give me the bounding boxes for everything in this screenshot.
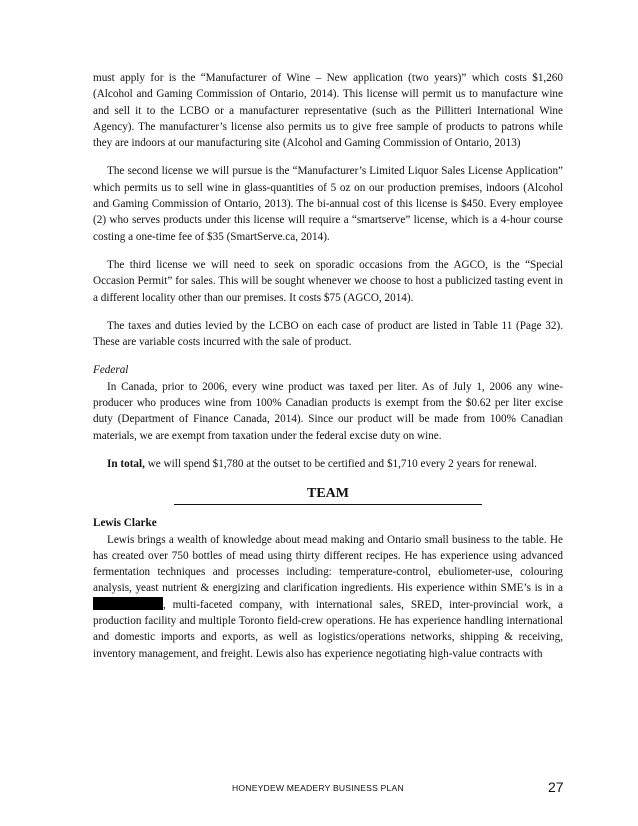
redaction-bar (93, 597, 163, 610)
page-number: 27 (548, 779, 564, 795)
total-label: In total, (107, 457, 145, 470)
total-text: we will spend $1,780 at the outset to be certified and $1,710 every 2 years for renewal. (144, 457, 537, 470)
paragraph-taxes-duties: The taxes and duties levied by the LCBO on each case of product are listed in Table 11 (Page 32). These are variable costs incurred with the sale of product. (93, 319, 563, 349)
paragraph-third-license: The third license we will need to seek on sporadic occasions from the AGCO, is the “Special Occasion Permit” for sales. This will be sought whenever we choose to host a publicized tasting event in a different locality other than our premises. It costs $75 (AGCO, 2014). (93, 258, 563, 304)
bio-text-2: , multi-faceted company, with international sales, SRED, inter-provincial work, a production facility and multiple Toronto field-crew operations. He has experience handling international and domestic imports and exports, as well as logistics/operations networks, shipping & receiving, inventory management, and freight. Lewis also has experience negotiating high-value contracts with (93, 598, 563, 660)
team-heading: TEAM (174, 484, 482, 505)
paragraph-second-license: The second license we will pursue is the “Manufacturer’s Limited Liquor Sales License Application” which permits us to sell wine in glass-quantities of 5 oz on our production premises, indoors (Alcohol and Gaming Commission of Ontario, 2013). The bi-annual cost of this license is $450. Every employee (2) who serves products under this license will require a “smartserve” license, which is a 4-hour course costing a one-time fee of $35 (SmartServe.ca, 2014). (93, 165, 563, 243)
team-section-header (93, 484, 563, 505)
paragraph-manufacturer-license: must apply for is the “Manufacturer of Wine – New application (two years)” which costs $1,260 (Alcohol and Gaming Commission of Ontario, 2014). This license will permit us to manufacture wine and sell it to the LCBO or a manufacturer representative (such as the Pillitteri International Wine Agency). The manufacturer’s license also permits us to give free sample of products to patrons while they are indoors at our manufacturing site (Alcohol and Gaming Commission of Ontario, 2013) (93, 72, 563, 150)
federal-heading: Federal (93, 364, 129, 377)
person-name: Lewis Clarke (93, 517, 157, 530)
page-footer (0, 780, 638, 800)
paragraph-federal: In Canada, prior to 2006, every wine product was taxed per liter. As of July 1, 2006 any wine-producer who produces wine from 100% Canadian products is exempt from the $0.62 per liter excise duty (Department of Finance Canada, 2014). Since our product will be made from 100% Canadian materials, we are exempt from taxation under the federal excise duty on wine. (93, 380, 563, 442)
footer-title: HONEYDEW MEADERY BUSINESS PLAN (232, 783, 404, 793)
paragraph-total (93, 456, 563, 472)
person-bio (93, 532, 563, 662)
bio-text-1: Lewis brings a wealth of knowledge about mead making and Ontario small business to the table. He has created over 750 bottles of mead using thirty different recipes. He has experience using advanced fermentation techniques and processes including: temperature-control, ebuliometer-use, colouring analysis, yeast nutrient & energizing and clarification ingredients. His experience within SME’s is in a (93, 533, 563, 595)
page-body (93, 70, 563, 674)
